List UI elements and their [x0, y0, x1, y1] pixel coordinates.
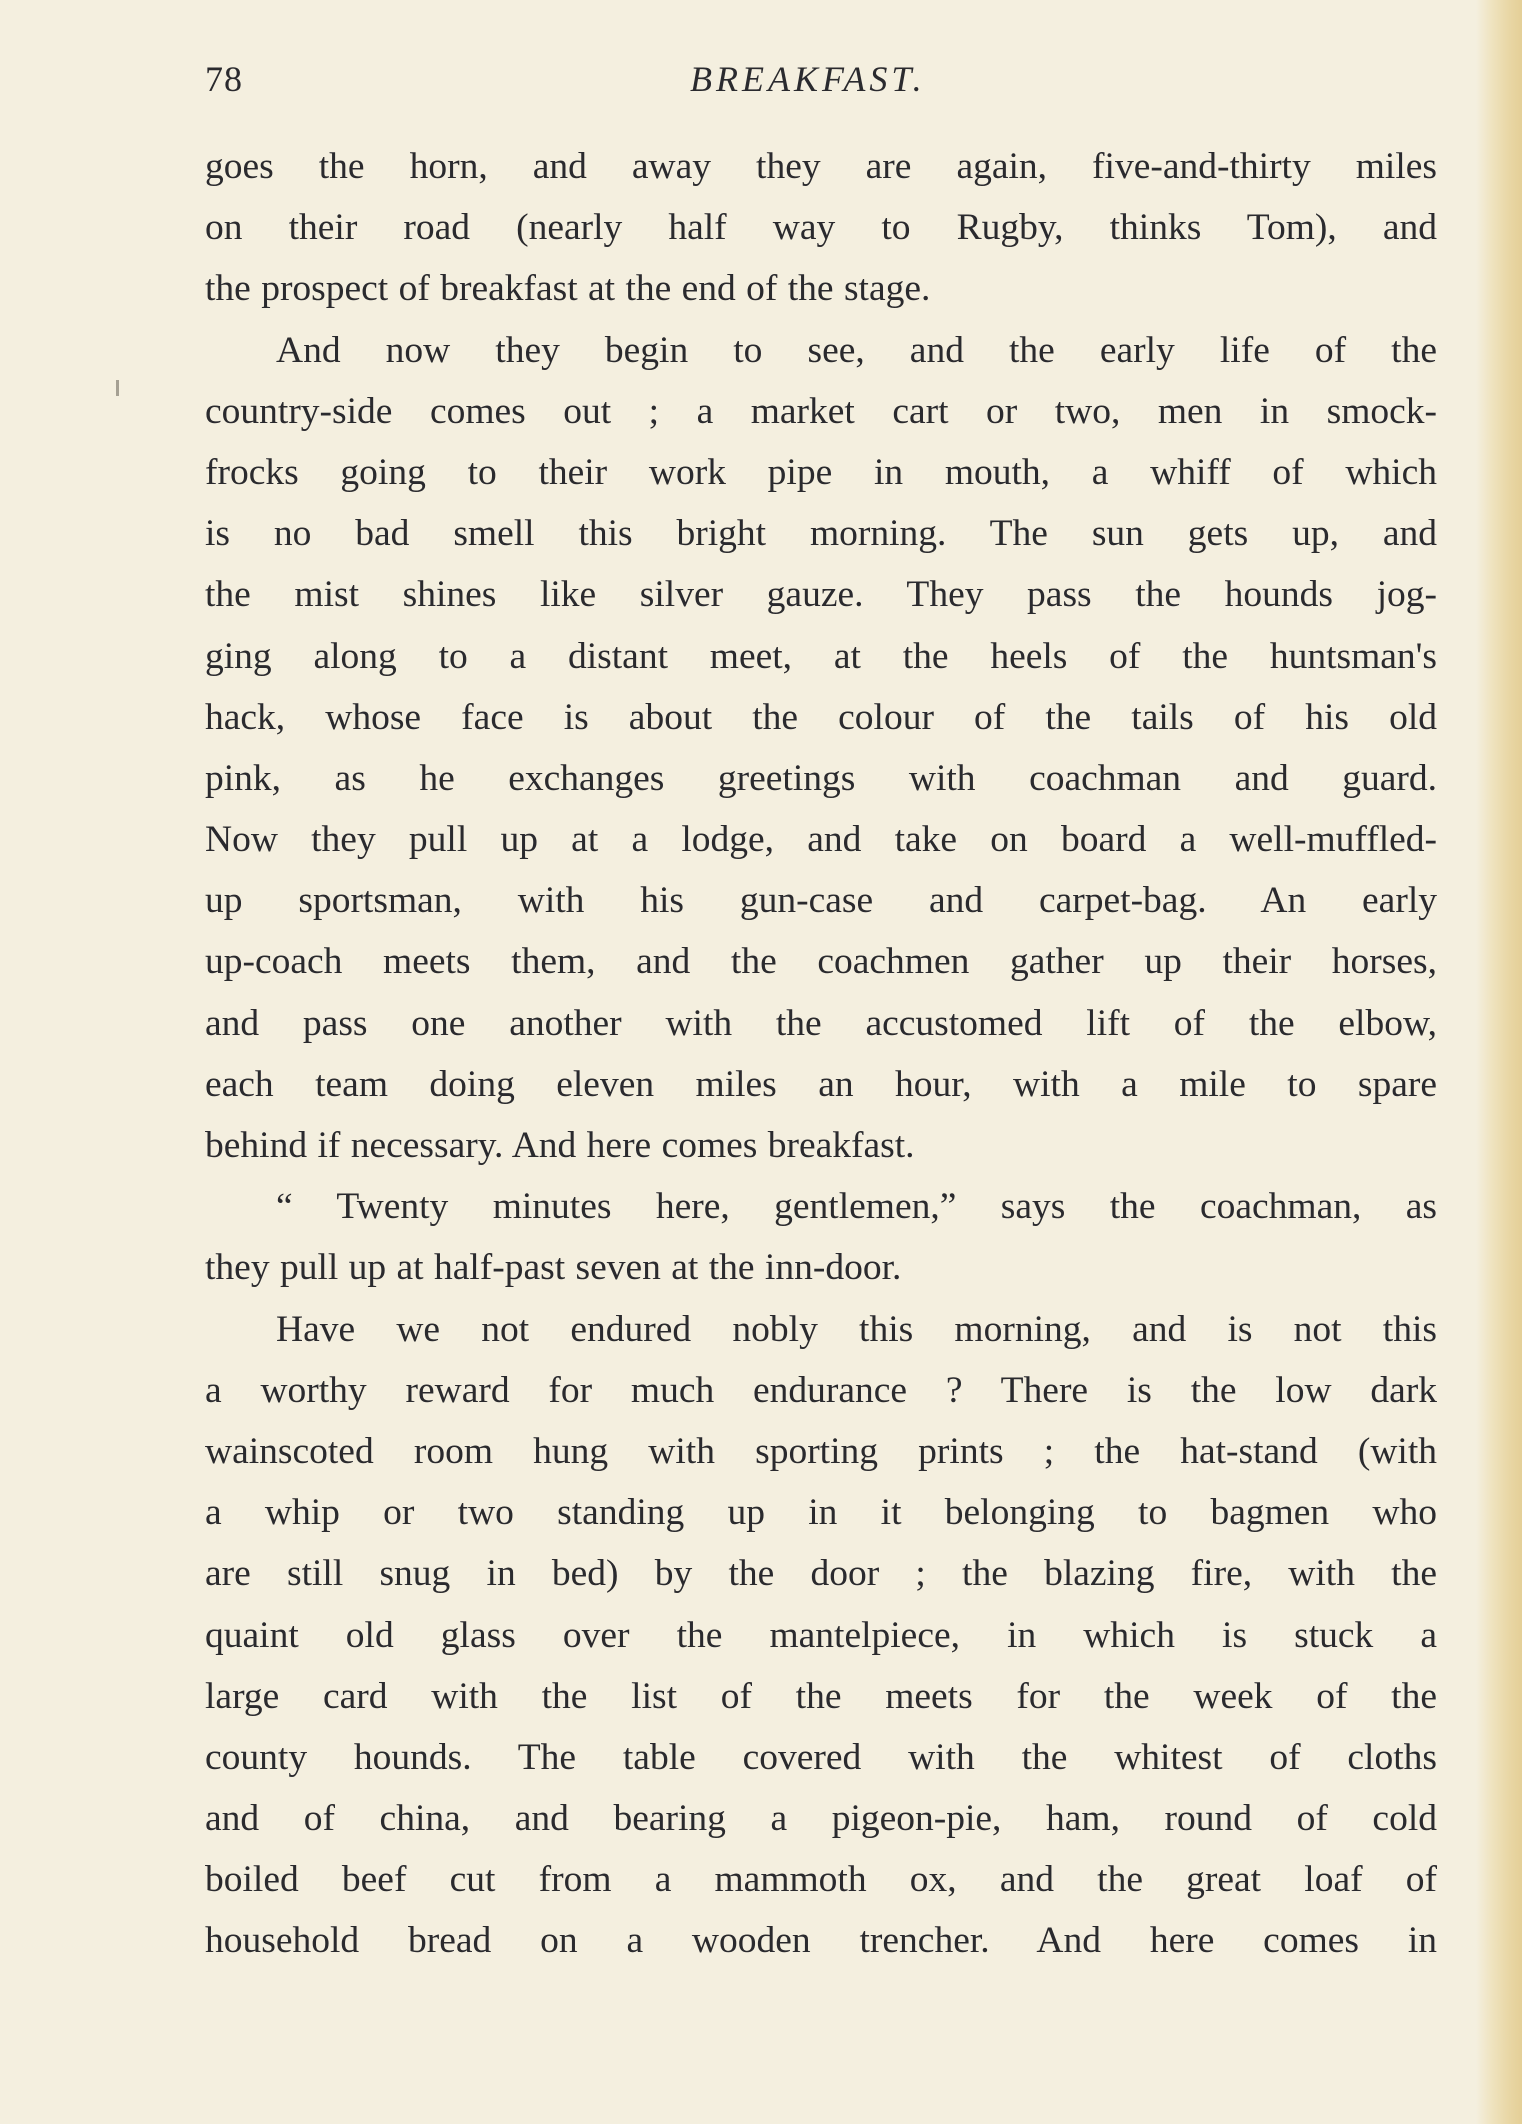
text-line: Have we not endured nobly this morning, and is not this: [276, 1308, 1437, 1350]
text-line: frocks going to their work pipe in mouth, a whiff of which: [205, 451, 1437, 493]
text-line: household bread on a wooden trencher. And here comes in: [205, 1920, 1437, 1962]
text-line: up-coach meets them, and the coachmen gather up their horses,: [205, 941, 1437, 983]
page-number: 78: [205, 59, 243, 99]
text-line: county hounds. The table covered with the whitest of cloths: [205, 1736, 1437, 1778]
margin-mark: [116, 380, 119, 396]
text-line: is no bad smell this bright morning. The sun gets up, and: [205, 513, 1437, 555]
body-text: [205, 136, 1437, 1972]
text-line: “ Twenty minutes here, gentlemen,” says the coachman, as: [276, 1186, 1437, 1228]
text-line: a whip or two standing up in it belonging to bagmen who: [205, 1492, 1437, 1534]
text-line: goes the horn, and away they are again, five-and-thirty miles: [205, 146, 1437, 187]
text-line: up sportsman, with his gun-case and carpet-bag. An early: [205, 880, 1437, 922]
text-line: on their road (nearly half way to Rugby, thinks Tom), and: [205, 207, 1437, 249]
text-line: and of china, and bearing a pigeon-pie, ham, round of cold: [205, 1798, 1437, 1840]
page-header: [205, 58, 1437, 108]
text-line: a worthy reward for much endurance ? There is the low dark: [205, 1369, 1437, 1411]
text-line: hack, whose face is about the colour of the tails of his old: [205, 696, 1437, 738]
text-line: and pass one another with the accustomed lift of the elbow,: [205, 1002, 1437, 1044]
text-line: the mist shines like silver gauze. They pass the hounds jog-: [205, 574, 1437, 616]
text-line: boiled beef cut from a mammoth ox, and the great loaf of: [205, 1859, 1437, 1901]
text-line: And now they begin to see, and the early life of the: [276, 329, 1437, 371]
text-line: wainscoted room hung with sporting prints ; the hat-stand (with: [205, 1430, 1437, 1472]
text-line: large card with the list of the meets for the week of the: [205, 1675, 1437, 1717]
text-line: pink, as he exchanges greetings with coachman and guard.: [205, 757, 1437, 799]
text-line: country-side comes out ; a market cart or two, men in smock-: [205, 390, 1437, 432]
text-line: the prospect of breakfast at the end of the stage.: [205, 268, 931, 310]
text-line: each team doing eleven miles an hour, with a mile to spare: [205, 1063, 1437, 1105]
text-line: Now they pull up at a lodge, and take on board a well-muffled-: [205, 819, 1437, 861]
text-line: ging along to a distant meet, at the heels of the huntsman's: [205, 635, 1437, 677]
text-line: behind if necessary. And here comes breakfast.: [205, 1125, 915, 1166]
text-line: quaint old glass over the mantelpiece, in which is stuck a: [205, 1614, 1437, 1656]
running-head: BREAKFAST.: [690, 59, 926, 99]
text-line: are still snug in bed) by the door ; the blazing fire, with the: [205, 1553, 1437, 1595]
page-edge: [1476, 0, 1522, 2124]
text-line: they pull up at half-past seven at the inn-door.: [205, 1247, 902, 1289]
